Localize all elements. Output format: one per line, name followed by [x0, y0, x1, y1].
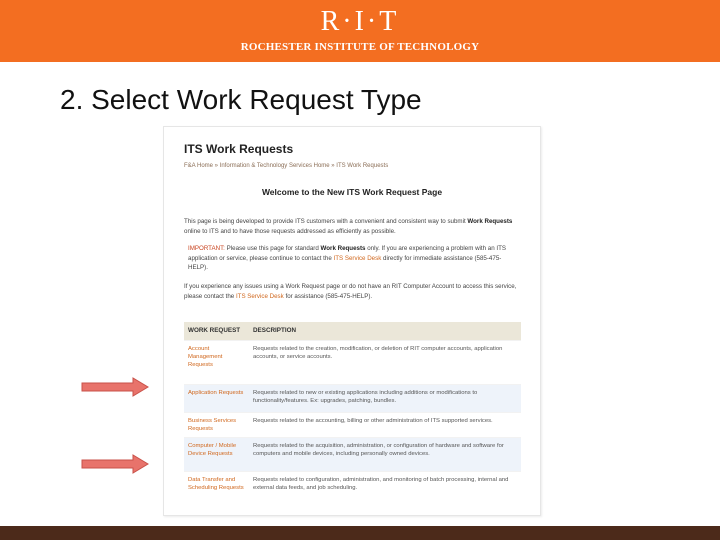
intro-text: This page is being developed to provide ITS customers with a convenient and consistent way to submit	[184, 218, 468, 225]
note-text-end: for assistance (585-475-HELP).	[283, 292, 373, 300]
work-request-link[interactable]: Business Services Requests	[184, 412, 249, 437]
table-header-row	[184, 322, 521, 340]
slide-title: 2. Select Work Request Type	[60, 84, 422, 115]
breadcrumb[interactable]: F&A Home » Information & Technology Services Home » ITS Work Requests	[184, 163, 389, 169]
its-work-requests-screenshot	[163, 126, 541, 516]
footer-bar	[0, 526, 720, 540]
description-cell: Requests related to the accounting, billing or other administration of ITS supported services.	[249, 412, 521, 437]
important-text-2: only. If you are experiencing a problem with an ITS application or service, please continue to contact the	[188, 245, 507, 262]
rit-logo: R·I·T	[320, 6, 400, 37]
service-desk-link[interactable]: ITS Service Desk	[333, 254, 382, 262]
important-bold: Work Requests	[320, 245, 366, 252]
work-request-link[interactable]: Computer / Mobile Device Requests	[184, 437, 249, 471]
important-label: IMPORTANT:	[188, 245, 225, 252]
institution-name: ROCHESTER INSTITUTE OF TECHNOLOGY	[240, 41, 480, 53]
work-request-link[interactable]: Application Requests	[184, 384, 249, 412]
important-text-3: directly for immediate assistance (585-475-HELP).	[188, 254, 502, 271]
header-work-request: WORK REQUEST	[184, 322, 249, 340]
intro-bold: Work Requests	[467, 218, 513, 225]
description-cell: Requests related to configuration, administration, and monitoring of batch processing, internal and external data feeds, and job scheduling.	[249, 471, 521, 507]
page-title: ITS Work Requests	[184, 142, 294, 156]
table-row	[184, 471, 521, 507]
table-row	[184, 437, 521, 471]
header-description: DESCRIPTION	[249, 322, 521, 340]
rit-banner	[0, 0, 720, 62]
description-cell: Requests related to the acquisition, administration, or configuration of hardware and software for computers and mobile devices, including personally owned devices.	[249, 437, 521, 471]
work-request-link[interactable]: Data Transfer and Scheduling Requests	[184, 471, 249, 507]
important-text: Please use this page for standard	[224, 245, 321, 252]
note-text: If you experience any issues using a Work Request page or do not have an RIT Computer Account to access this service, please contact the	[184, 283, 517, 300]
service-desk-link-2[interactable]: ITS Service Desk	[235, 292, 284, 300]
arrow-right-icon	[81, 377, 149, 397]
work-request-table	[184, 322, 521, 507]
important-paragraph	[188, 244, 518, 273]
arrow-right-icon	[81, 454, 149, 474]
work-request-link[interactable]: Account Management Requests	[184, 340, 249, 384]
description-cell: Requests related to the creation, modification, or deletion of RIT computer accounts, application accounts, or service accounts.	[249, 340, 521, 384]
table-row	[184, 384, 521, 412]
welcome-heading: Welcome to the New ITS Work Request Page	[261, 187, 443, 197]
table-row	[184, 412, 521, 437]
description-cell: Requests related to new or existing applications including additions or modifications to functionality/features. Ex: upgrades, patching, bundles.	[249, 384, 521, 412]
intro-text-end: online to ITS and to have those requests addressed as efficiently as possible.	[184, 227, 396, 235]
note-paragraph	[184, 282, 524, 301]
intro-paragraph	[184, 217, 522, 236]
table-row	[184, 340, 521, 384]
